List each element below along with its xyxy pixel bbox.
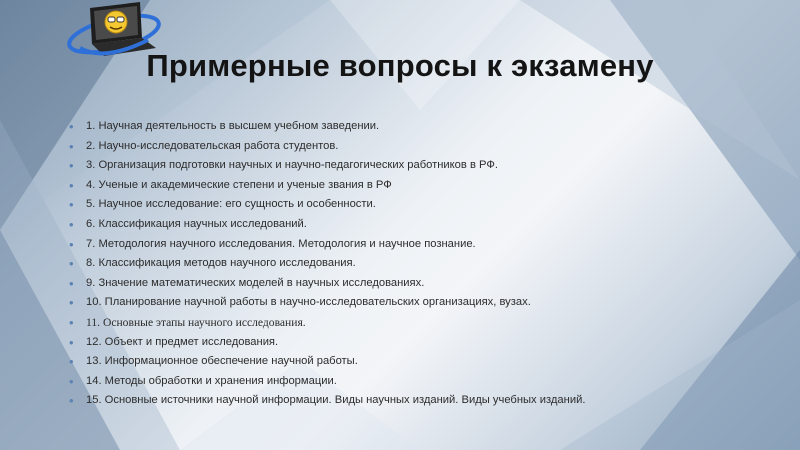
question-item (68, 176, 728, 196)
question-item (68, 254, 728, 274)
question-text: 4. Ученые и академические степени и ученые звания в РФ (86, 178, 392, 191)
question-text: 6. Классификация научных исследований. (86, 217, 307, 230)
bullet-icon: • (69, 216, 74, 232)
bullet-icon: • (69, 119, 74, 134)
bullet-icon: • (69, 197, 74, 213)
bullet-icon: • (69, 393, 74, 409)
question-text: 7. Методология научного исследования. Методология и научное познание. (86, 237, 476, 250)
question-item (68, 156, 728, 176)
question-text: 9. Значение математических моделей в научных исследованиях. (86, 276, 425, 289)
bullet-icon: • (69, 373, 74, 389)
question-item (68, 372, 728, 392)
bullet-icon: • (69, 295, 74, 311)
question-text: 13. Информационное обеспечение научной работы. (86, 355, 358, 368)
question-item (68, 274, 728, 294)
question-item (68, 215, 728, 235)
question-text: 15. Основные источники научной информации. Виды научных изданий. Виды учебных изданий. (86, 394, 586, 407)
question-item (68, 117, 728, 137)
question-item (68, 313, 728, 333)
question-item (68, 293, 728, 313)
bullet-icon: • (69, 138, 74, 154)
question-item (68, 235, 728, 255)
question-item (68, 333, 728, 353)
bullet-icon: • (69, 354, 74, 370)
question-list (68, 117, 728, 411)
question-item (68, 137, 728, 157)
question-item (68, 352, 728, 372)
question-text: 3. Организация подготовки научных и научно-педагогических работников в РФ. (86, 159, 498, 172)
question-text: 11. Основные этапы научного исследования. (86, 315, 306, 329)
bullet-icon: • (69, 334, 74, 350)
bullet-icon: • (69, 158, 74, 174)
slide-title: Примерные вопросы к экзамену (146, 48, 654, 83)
question-text: 5. Научное исследование: его сущность и особенности. (86, 198, 376, 211)
bullet-icon: • (69, 236, 74, 252)
bullet-icon: • (69, 177, 74, 193)
bullet-icon: • (69, 256, 74, 272)
question-text: 14. Методы обработки и хранения информации. (86, 374, 337, 387)
question-text: 8. Классификация методов научного исследования. (86, 257, 356, 270)
question-text: 10. Планирование научной работы в научно-исследовательских организациях, вузах. (86, 296, 531, 309)
question-text: 12. Объект и предмет исследования. (86, 335, 279, 348)
question-text: 1. Научная деятельность в высшем учебном заведении. (86, 120, 380, 132)
bullet-icon: • (69, 275, 74, 291)
question-item (68, 195, 728, 215)
question-text: 2. Научно-исследовательская работа студентов. (86, 139, 339, 152)
question-item (68, 391, 728, 411)
bullet-icon: • (69, 314, 74, 330)
